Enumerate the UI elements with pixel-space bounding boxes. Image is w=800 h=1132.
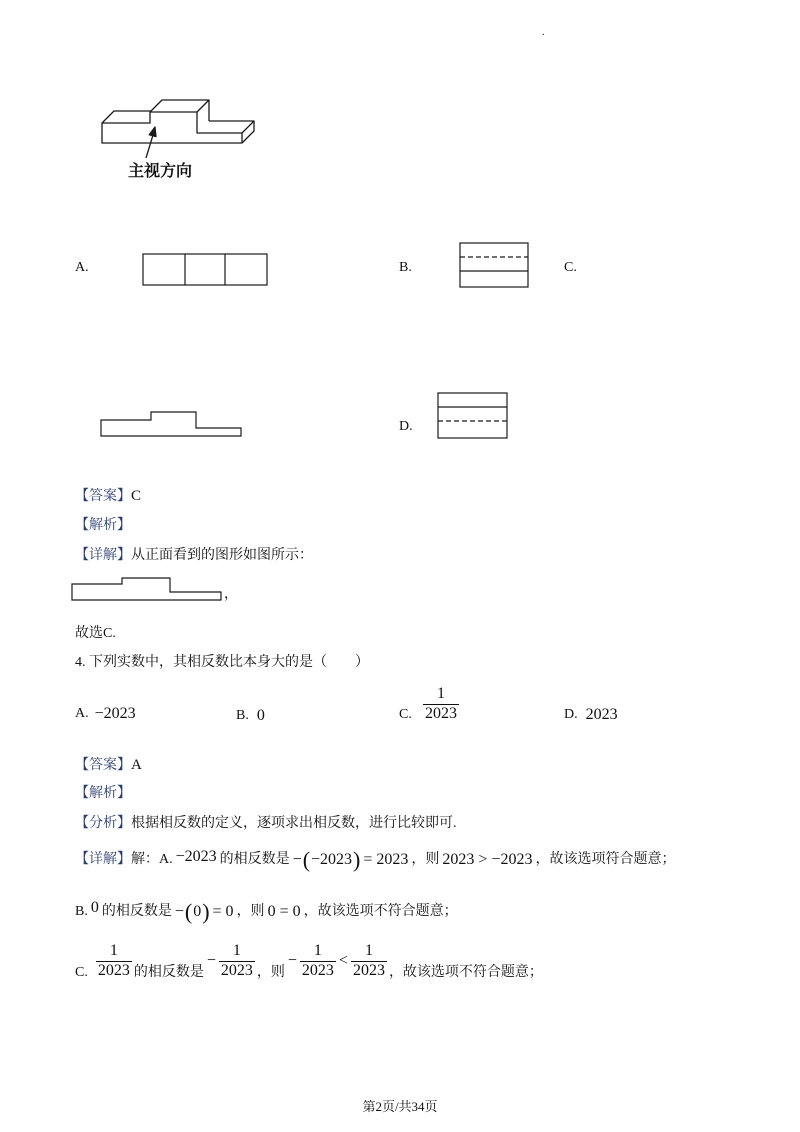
solid-right-top-face	[209, 121, 254, 133]
detail-then: ，则	[411, 852, 440, 867]
answer-value: C	[131, 488, 142, 504]
math-fraction	[219, 943, 255, 980]
option-a-figure	[140, 250, 270, 290]
option-a-label: A.	[75, 260, 89, 275]
math-negation: −	[206, 952, 216, 970]
solid-front-face	[102, 112, 242, 143]
option-c-profile	[101, 412, 241, 436]
detail-text: 从正面看到的图形如图所示：	[131, 548, 313, 563]
q4-option-a-value: −2023	[94, 705, 136, 722]
page-footer: 第2页/共34页	[362, 1099, 438, 1114]
answer-value: A	[131, 757, 142, 773]
detail-then: ，则	[236, 904, 265, 919]
fraction-numerator: 1	[109, 942, 118, 959]
math-fraction	[96, 943, 132, 980]
option-c-figure	[96, 406, 246, 440]
q4-option-b-value: 0	[256, 707, 265, 724]
q3-answer-line	[75, 489, 141, 504]
math-comparison: 2023 > −2023	[442, 851, 533, 868]
math-result: = 0	[212, 903, 234, 920]
q4-option-d-label: D.	[564, 707, 578, 722]
math-negation: −	[287, 952, 297, 970]
q4-option-b-label: B.	[236, 708, 249, 723]
option-b-label: B.	[399, 260, 412, 275]
fraction-denominator: 2023	[220, 961, 253, 979]
detail-phrase: 的相反数是	[219, 852, 290, 867]
fraction-denominator: 2023	[425, 704, 457, 722]
math-relation: <	[338, 952, 348, 970]
q4-analysis-lead-line	[75, 817, 457, 831]
figure-comma: ，	[224, 587, 238, 602]
answer-tag: 【答案】	[75, 757, 131, 773]
detail-lead: B.	[75, 904, 88, 919]
option-a-outline	[143, 254, 267, 285]
q4-option-d	[564, 707, 621, 723]
option-b-outline	[460, 243, 528, 287]
solid-figure	[95, 92, 265, 164]
detail-lead: C.	[75, 964, 88, 980]
q3-conclusion: 故选C.	[75, 626, 116, 641]
analysis-tag: 【解析】	[75, 518, 131, 533]
q4-option-c-label: C.	[399, 707, 412, 722]
q4-option-a	[75, 706, 139, 722]
q4-analysis-line	[75, 787, 131, 801]
fraction-numerator: 1	[437, 685, 445, 702]
math-fraction	[351, 943, 387, 980]
math-close-paren: )	[353, 847, 361, 872]
analysis-lead-tag: 【分析】	[75, 816, 131, 831]
math-negation: −	[174, 903, 184, 920]
analysis-text: 根据相反数的定义，逐项求出相反数，进行比较即可.	[131, 816, 457, 831]
math-open-paren: (	[302, 847, 311, 872]
q4-detail-line-a	[75, 849, 675, 871]
q4-detail-line-c	[75, 943, 543, 980]
fraction-numerator: 1	[364, 942, 373, 959]
math-result: = 2023	[363, 851, 409, 868]
math-inner: −2023	[311, 851, 353, 868]
answer-tag: 【答案】	[75, 488, 131, 504]
math-inner: 0	[193, 903, 202, 920]
detail-lead: 解：A.	[131, 852, 173, 867]
option-b-figure	[455, 238, 535, 292]
math-negation: −	[292, 851, 302, 868]
detail-then: ，则	[256, 964, 285, 980]
q4-detail-line-b	[75, 901, 458, 923]
fraction-numerator: 1	[313, 942, 322, 959]
view-direction-label: 主视方向	[128, 161, 193, 180]
option-d-outline	[438, 393, 507, 438]
q4-option-b	[236, 708, 268, 724]
solid-left-top-face	[102, 111, 151, 123]
detail-verdict: ，故该选项不符合题意；	[388, 964, 543, 980]
q4-option-c-fraction	[423, 686, 459, 723]
q3-analysis-line	[75, 519, 131, 533]
option-d-label: D.	[399, 419, 413, 434]
math-comparison: 0 = 0	[267, 903, 301, 920]
q3-detail-line	[75, 549, 313, 563]
corner-mark: .	[542, 27, 545, 38]
math-close-paren: )	[202, 899, 210, 924]
math-number: 0	[90, 899, 99, 916]
analysis-tag: 【解析】	[75, 786, 131, 801]
front-view-profile	[72, 578, 221, 600]
q4-option-a-label: A.	[75, 706, 89, 721]
detail-verdict: ，故该选项不符合题意；	[303, 904, 458, 919]
detail-verdict: ，故该选项符合题意；	[535, 852, 676, 867]
option-c-label: C.	[564, 260, 577, 275]
math-number: −2023	[175, 848, 217, 865]
q4-option-d-value: 2023	[585, 706, 618, 723]
fraction-denominator: 2023	[97, 961, 130, 979]
detail-tag: 【详解】	[75, 852, 131, 867]
front-view-figure	[68, 574, 226, 604]
detail-phrase: 的相反数是	[101, 904, 172, 919]
q4-stem: 4. 下列实数中，其相反数比本身大的是（ ）	[75, 655, 369, 670]
q4-answer-line	[75, 758, 142, 773]
fraction-denominator: 2023	[352, 961, 385, 979]
fraction-numerator: 1	[232, 942, 241, 959]
detail-phrase: 的相反数是	[133, 964, 204, 980]
math-open-paren: (	[184, 899, 193, 924]
solid-middle-top-face	[150, 100, 209, 112]
option-d-figure	[433, 388, 513, 443]
detail-tag: 【详解】	[75, 548, 131, 563]
fraction-denominator: 2023	[301, 961, 334, 979]
math-fraction	[300, 943, 336, 980]
